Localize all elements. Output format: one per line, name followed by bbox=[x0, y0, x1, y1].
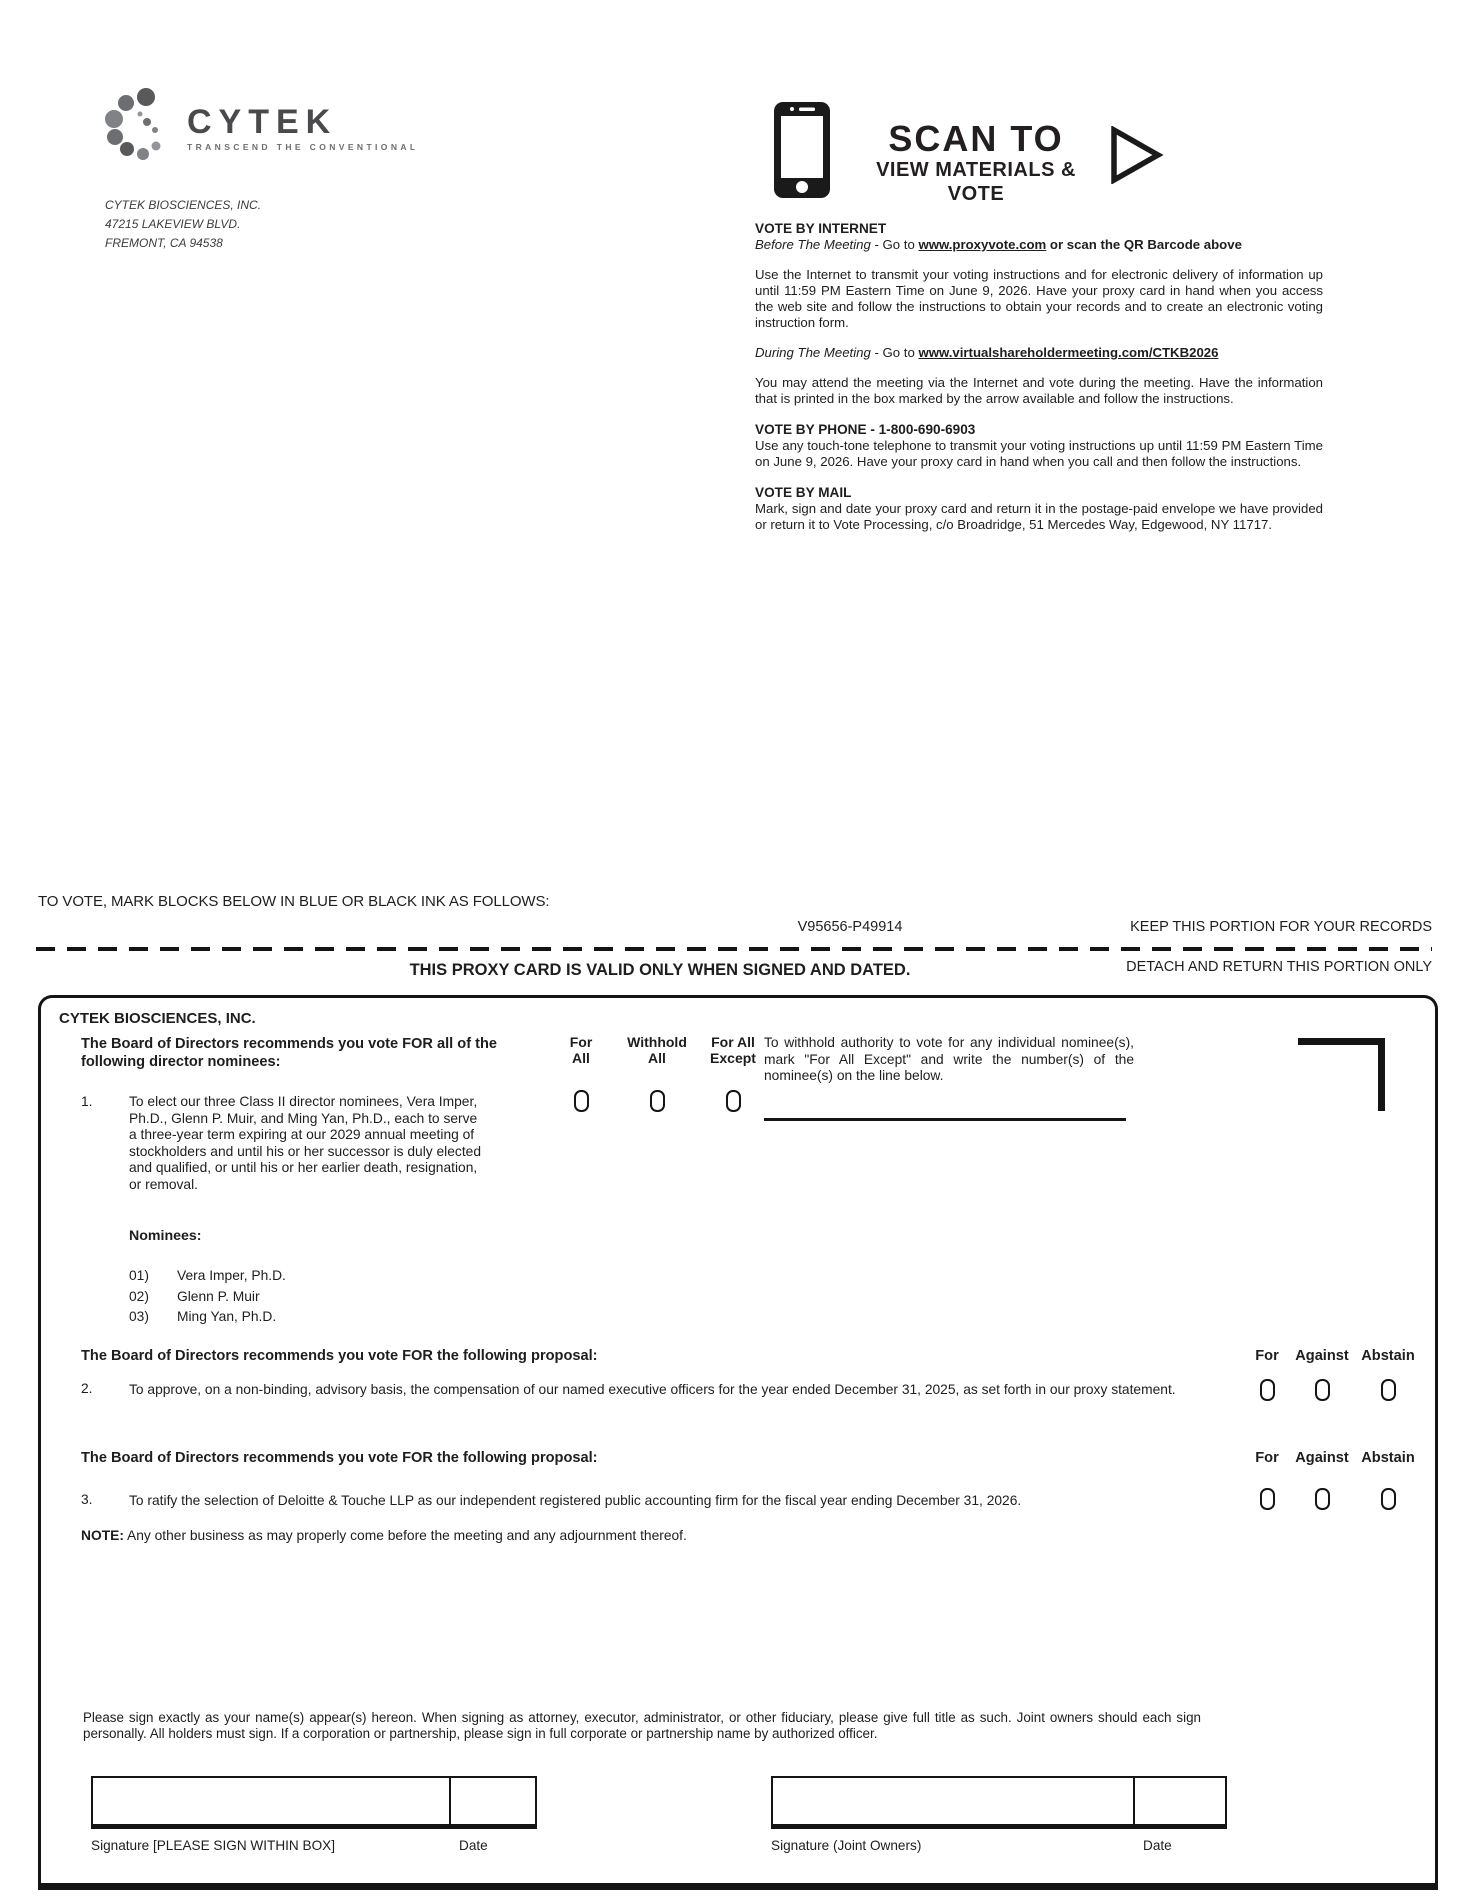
checkbox-p3-for[interactable] bbox=[1260, 1488, 1275, 1510]
proposal-2-checkbox-row bbox=[1245, 1379, 1421, 1406]
scan-to-banner bbox=[846, 120, 1106, 206]
vote-methods-column bbox=[755, 220, 1323, 533]
checkbox-for-all-except[interactable] bbox=[726, 1090, 741, 1112]
corner-mark bbox=[1298, 1038, 1385, 1111]
director-vote-checkbox-row bbox=[543, 1090, 771, 1117]
virtual-meeting-link[interactable]: www.virtualshareholdermeeting.com/CTKB2026 bbox=[918, 345, 1219, 360]
phone-icon bbox=[772, 100, 832, 205]
signature-joint-label: Signature (Joint Owners) bbox=[771, 1838, 922, 1853]
proposal-3-checkbox-row bbox=[1245, 1488, 1421, 1515]
proposal-2-text: To approve, on a non-binding, advisory basis, the compensation of our named executive officers for the year ended December 31, 2025, as set forth in our proxy statement. bbox=[129, 1382, 1176, 1397]
mark-blocks-instruction: TO VOTE, MARK BLOCKS BELOW IN BLUE OR BLACK INK AS FOLLOWS: bbox=[38, 893, 550, 910]
cytek-dots-icon bbox=[103, 86, 177, 171]
brand-name: CYTEK bbox=[187, 103, 338, 141]
proposal-2-number: 2. bbox=[81, 1381, 93, 1396]
proposal-3-text: To ratify the selection of Deloitte & Touche LLP as our independent registered public accounting firm for the fiscal year ending December 31, 2026. bbox=[129, 1493, 1022, 1508]
nominee-row: 03) Ming Yan, Ph.D. bbox=[129, 1309, 277, 1324]
nominees-label: Nominees: bbox=[129, 1228, 202, 1244]
signature-joint-label-row bbox=[771, 1838, 1227, 1853]
checkbox-p3-abstain[interactable] bbox=[1381, 1488, 1396, 1510]
scan-to-line1: SCAN TO bbox=[888, 118, 1064, 159]
mail-paragraph: Mark, sign and date your proxy card and return it in the postage-paid envelope we have provided or return it to Vote Processing, c/o Broadridge, 51 Mercedes Way, Edgewood, NY 11717. bbox=[755, 501, 1323, 532]
cytek-logo bbox=[103, 86, 419, 171]
signature-date-divider bbox=[1133, 1778, 1135, 1824]
vote-by-mail-heading: VOTE BY MAIL bbox=[755, 485, 852, 500]
checkbox-withhold-all[interactable] bbox=[650, 1090, 665, 1112]
checkbox-for-all[interactable] bbox=[574, 1090, 589, 1112]
date-label: Date bbox=[459, 1838, 488, 1853]
signature-instructions: Please sign exactly as your name(s) appear(s) hereon. When signing as attorney, executor, administrator, or other fiduciary, please give full title as such. Joint owners should each sign personally. All holders must sign. If a corporation or partnership, please sign in full corporate or partnership name by authorized officer. bbox=[83, 1710, 1201, 1742]
checkbox-p3-against[interactable] bbox=[1315, 1488, 1330, 1510]
for-all-except-write-in-line[interactable] bbox=[764, 1118, 1126, 1121]
arrow-triangle-icon bbox=[1110, 126, 1164, 189]
signature-box-joint[interactable] bbox=[771, 1776, 1227, 1829]
proxy-card bbox=[38, 995, 1438, 1890]
detach-dashed-line bbox=[36, 947, 1432, 951]
scan-to-line2: VIEW MATERIALS & VOTE bbox=[876, 159, 1076, 205]
vote-column-headers-2: For Against Abstain bbox=[1255, 1348, 1415, 1364]
signature-label-row bbox=[91, 1838, 537, 1853]
board-recommendation-1: The Board of Directors recommends you vote FOR all of the following director nominees: bbox=[81, 1036, 497, 1070]
company-address: CYTEK BIOSCIENCES, INC. 47215 LAKEVIEW BLVD. FREMONT, CA 94538 bbox=[105, 198, 262, 250]
date-label: Date bbox=[1143, 1838, 1172, 1853]
nominee-row: 02) Glenn P. Muir bbox=[129, 1288, 260, 1304]
valid-when-signed-label: THIS PROXY CARD IS VALID ONLY WHEN SIGNED AND DATED. bbox=[409, 961, 911, 979]
checkbox-p2-against[interactable] bbox=[1315, 1379, 1330, 1401]
vote-by-internet-heading: VOTE BY INTERNET bbox=[755, 221, 887, 236]
nominee-row: 01) Vera Imper, Ph.D. bbox=[129, 1268, 286, 1283]
internet-before-paragraph: Use the Internet to transmit your voting instructions and for electronic delivery of information up until 11:59 PM Eastern Time on June 9, 2026. Have your proxy card in hand when you access the web site and follow the instructions to obtain your records and to create an electronic voting instruction form. bbox=[755, 267, 1323, 330]
note-line: NOTE: Any other business as may properly come before the meeting and any adjournment thereof. bbox=[81, 1528, 687, 1543]
signature-date-divider bbox=[449, 1778, 451, 1824]
board-recommendation-3: The Board of Directors recommends you vote FOR the following proposal: bbox=[81, 1450, 598, 1466]
control-number: V95656-P49914 bbox=[797, 919, 903, 935]
proposal-3-number: 3. bbox=[81, 1492, 93, 1507]
signature-box[interactable] bbox=[91, 1776, 537, 1829]
vote-column-headers-3: For Against Abstain bbox=[1255, 1450, 1415, 1466]
board-recommendation-2: The Board of Directors recommends you vote FOR the following proposal: bbox=[81, 1348, 598, 1364]
checkbox-p2-for[interactable] bbox=[1260, 1379, 1275, 1401]
proposal-1-number: 1. bbox=[81, 1094, 93, 1109]
signature-label: Signature [PLEASE SIGN WITHIN BOX] bbox=[91, 1838, 336, 1853]
phone-paragraph: Use any touch-tone telephone to transmit your voting instructions up until 11:59 PM Eastern Time on June 9, 2026. Have your proxy card in hand when you call and then follow the instructions. bbox=[755, 438, 1323, 469]
proposal-1-text: To elect our three Class II director nominees, Vera Imper, Ph.D., Glenn P. Muir, and Ming Yan, Ph.D., each to serve a three-year term expiring at our 2029 annual meeting of stockholders and until his or her successor is duly elected and qualified, or until his or her earlier death, resignation, or removal. bbox=[129, 1094, 481, 1192]
withhold-authority-note: To withhold authority to vote for any individual nominee(s), mark "For All Except" and write the number(s) of the nominee(s) on the line below. bbox=[764, 1035, 1134, 1083]
detach-return-label: DETACH AND RETURN THIS PORTION ONLY bbox=[1126, 959, 1432, 975]
director-vote-column-headers: For All Withhold All For All Except bbox=[569, 1034, 756, 1066]
brand-tagline: TRANSCEND THE CONVENTIONAL bbox=[187, 142, 419, 152]
nominee-list bbox=[129, 1266, 286, 1328]
keep-portion-label: KEEP THIS PORTION FOR YOUR RECORDS bbox=[1130, 919, 1432, 935]
vote-by-phone-heading: VOTE BY PHONE - 1-800-690-6903 bbox=[755, 422, 976, 437]
checkbox-p2-abstain[interactable] bbox=[1381, 1379, 1396, 1401]
before-meeting-line: Before The Meeting - Go to www.proxyvote.com or scan the QR Barcode above bbox=[755, 237, 1242, 252]
card-company-name: CYTEK BIOSCIENCES, INC. bbox=[59, 1010, 256, 1027]
during-meeting-line: During The Meeting - Go to www.virtualshareholdermeeting.com/CTKB2026 bbox=[755, 345, 1219, 360]
internet-during-paragraph: You may attend the meeting via the Internet and vote during the meeting. Have the information that is printed in the box marked by the arrow available and follow the instructions. bbox=[755, 375, 1323, 406]
proxyvote-link[interactable]: www.proxyvote.com bbox=[918, 237, 1047, 252]
